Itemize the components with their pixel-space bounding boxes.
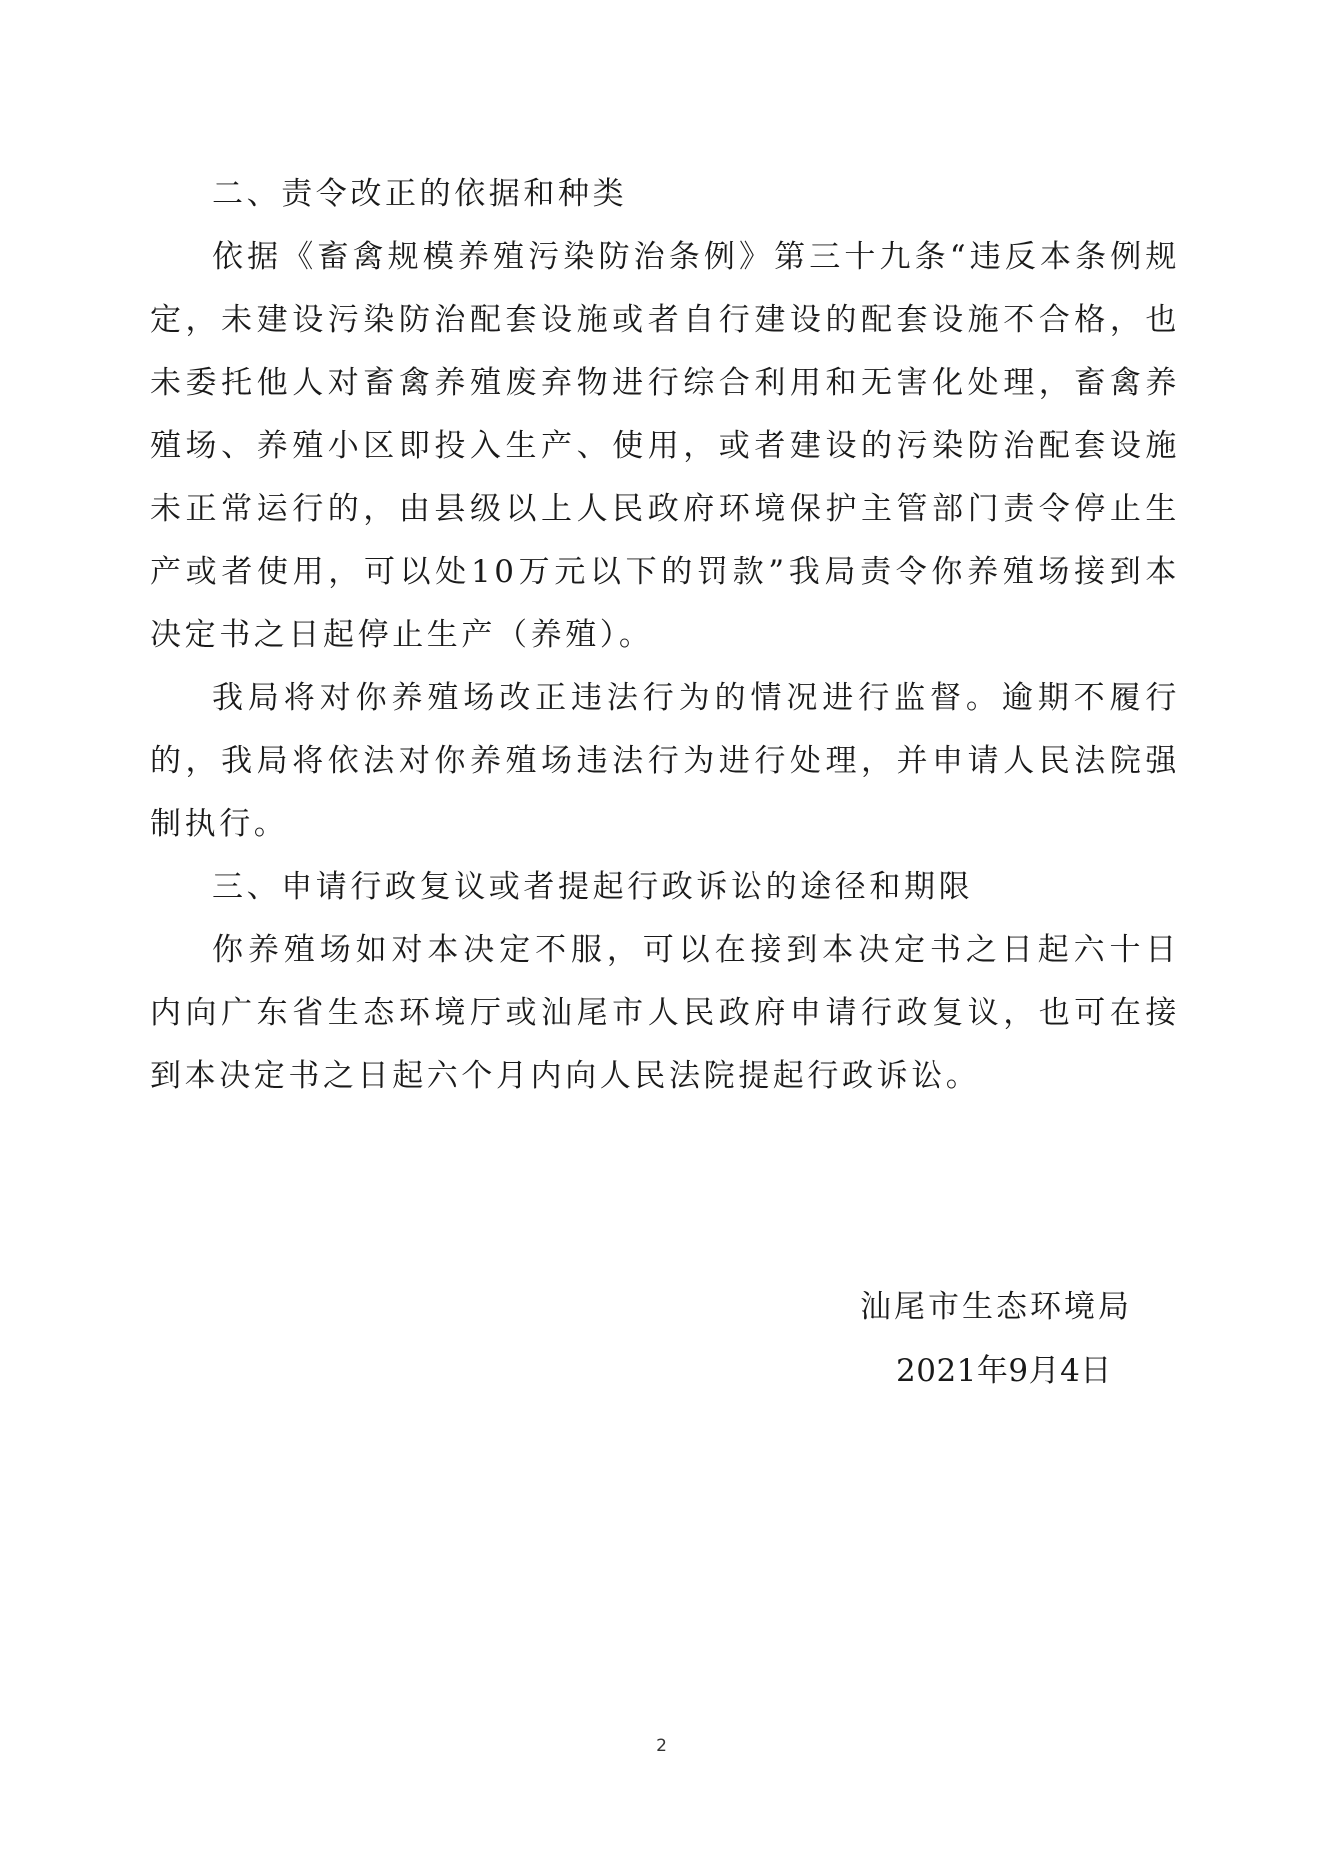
document-body <box>150 163 1180 1108</box>
section-two-heading: 二、责令改正的依据和种类 <box>212 176 628 212</box>
signature-block <box>860 1275 1220 1403</box>
section-two-basis-paragraph: 依据《畜禽规模养殖污染防治条例》第三十九条“违反本条例规定，未建设污染防治配套设施或者自行建设的配套设施不合格，也未委托他人对畜禽养殖废弃物进行综合利用和无害化处理，畜禽养殖场、养殖小区即投入生产、使用，或者建设的污染防治配套设施未正常运行的，由县级以上人民政府环境保护主管部门责令停止生产或者使用，可以处10万元以下的罚款”我局责令你养殖场接到本决定书之日起停止生产（养殖）。 <box>150 239 1180 653</box>
supervision-paragraph: 我局将对你养殖场改正违法行为的情况进行监督。逾期不履行的，我局将依法对你养殖场违法行为进行处理，并申请人民法院强制执行。 <box>150 680 1180 842</box>
issuing-organization: 汕尾市生态环境局 <box>860 1289 1132 1325</box>
page-number: 2 <box>656 1736 667 1756</box>
issue-date: 2021年9月4日 <box>896 1353 1112 1389</box>
section-three-heading: 三、申请行政复议或者提起行政诉讼的途径和期限 <box>212 869 974 905</box>
section-three-body-paragraph: 你养殖场如对本决定不服，可以在接到本决定书之日起六十日内向广东省生态环境厅或汕尾市人民政府申请行政复议，也可在接到本决定书之日起六个月内向人民法院提起行政诉讼。 <box>150 932 1180 1094</box>
